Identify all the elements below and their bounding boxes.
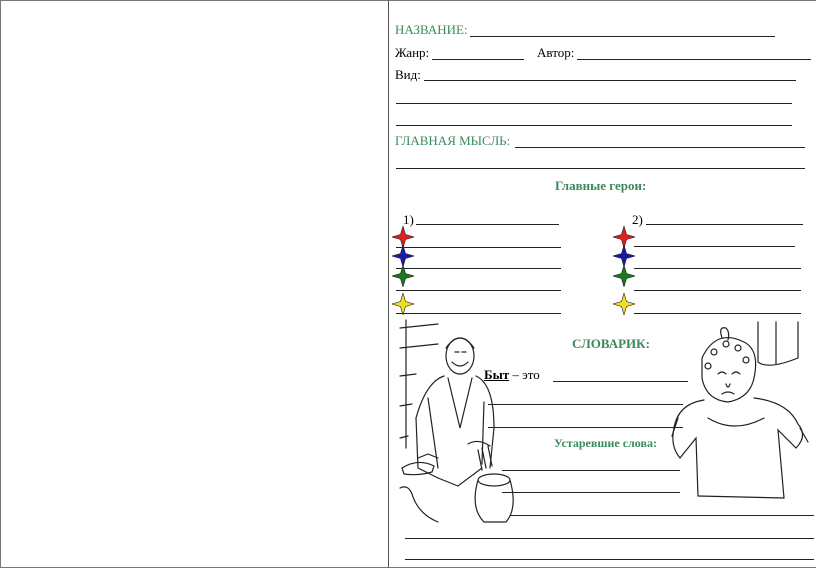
hero2-number: 2) xyxy=(632,212,643,227)
left-blank-page xyxy=(0,0,389,568)
archaic-words-heading: Устаревшие слова: xyxy=(554,436,657,450)
hero1-trait-line-2[interactable] xyxy=(396,268,561,269)
archaic-line-4[interactable] xyxy=(405,538,814,539)
hero2-trait-line-3[interactable] xyxy=(634,290,801,291)
kind-line-3[interactable] xyxy=(396,125,792,126)
archaic-line-1[interactable] xyxy=(502,470,680,471)
dictionary-heading: СЛОВАРИК: xyxy=(572,336,650,351)
byt-line-2[interactable] xyxy=(488,404,683,405)
archaic-line-5[interactable] xyxy=(405,559,814,560)
main-idea-label: ГЛАВНАЯ МЫСЛЬ: xyxy=(395,133,511,148)
byt-definition-label xyxy=(484,367,540,383)
hero2-trait-line-4[interactable] xyxy=(634,313,801,314)
hero2-trait-line-2[interactable] xyxy=(634,268,801,269)
title-line[interactable] xyxy=(470,36,775,37)
byt-line-3[interactable] xyxy=(488,427,683,428)
hero1-trait-line-3[interactable] xyxy=(396,290,561,291)
blue-star-icon xyxy=(392,245,414,267)
green-star-icon xyxy=(392,265,414,287)
author-label: Автор: xyxy=(537,45,575,60)
hero1-trait-line-4[interactable] xyxy=(396,313,561,314)
kind-label: Вид: xyxy=(395,67,421,82)
hero1-trait-line-1[interactable] xyxy=(396,247,561,248)
woman-illustration xyxy=(668,318,816,502)
yellow-star-icon xyxy=(392,293,414,315)
byt-word: Быт xyxy=(484,367,510,382)
hero2-name-line[interactable] xyxy=(646,224,803,225)
main-idea-line-2[interactable] xyxy=(396,168,805,169)
main-idea-line[interactable] xyxy=(515,147,805,148)
title-label: НАЗВАНИЕ: xyxy=(395,22,468,37)
hero1-name-line[interactable] xyxy=(416,224,559,225)
blue-star-icon xyxy=(613,245,635,267)
yellow-star-icon xyxy=(613,293,635,315)
genre-line[interactable] xyxy=(432,59,524,60)
kind-line[interactable] xyxy=(424,80,796,81)
kind-line-2[interactable] xyxy=(396,103,792,104)
byt-rest: – это xyxy=(509,367,540,382)
man-with-pot-illustration xyxy=(398,318,528,524)
hero2-trait-line-1[interactable] xyxy=(634,246,795,247)
archaic-line-2[interactable] xyxy=(502,492,680,493)
green-star-icon xyxy=(613,265,635,287)
archaic-line-3[interactable] xyxy=(510,515,814,516)
byt-line[interactable] xyxy=(553,381,688,382)
heroes-heading: Главные герои: xyxy=(555,178,647,193)
genre-label: Жанр: xyxy=(395,45,430,60)
hero1-number: 1) xyxy=(403,212,414,227)
author-line[interactable] xyxy=(577,59,811,60)
